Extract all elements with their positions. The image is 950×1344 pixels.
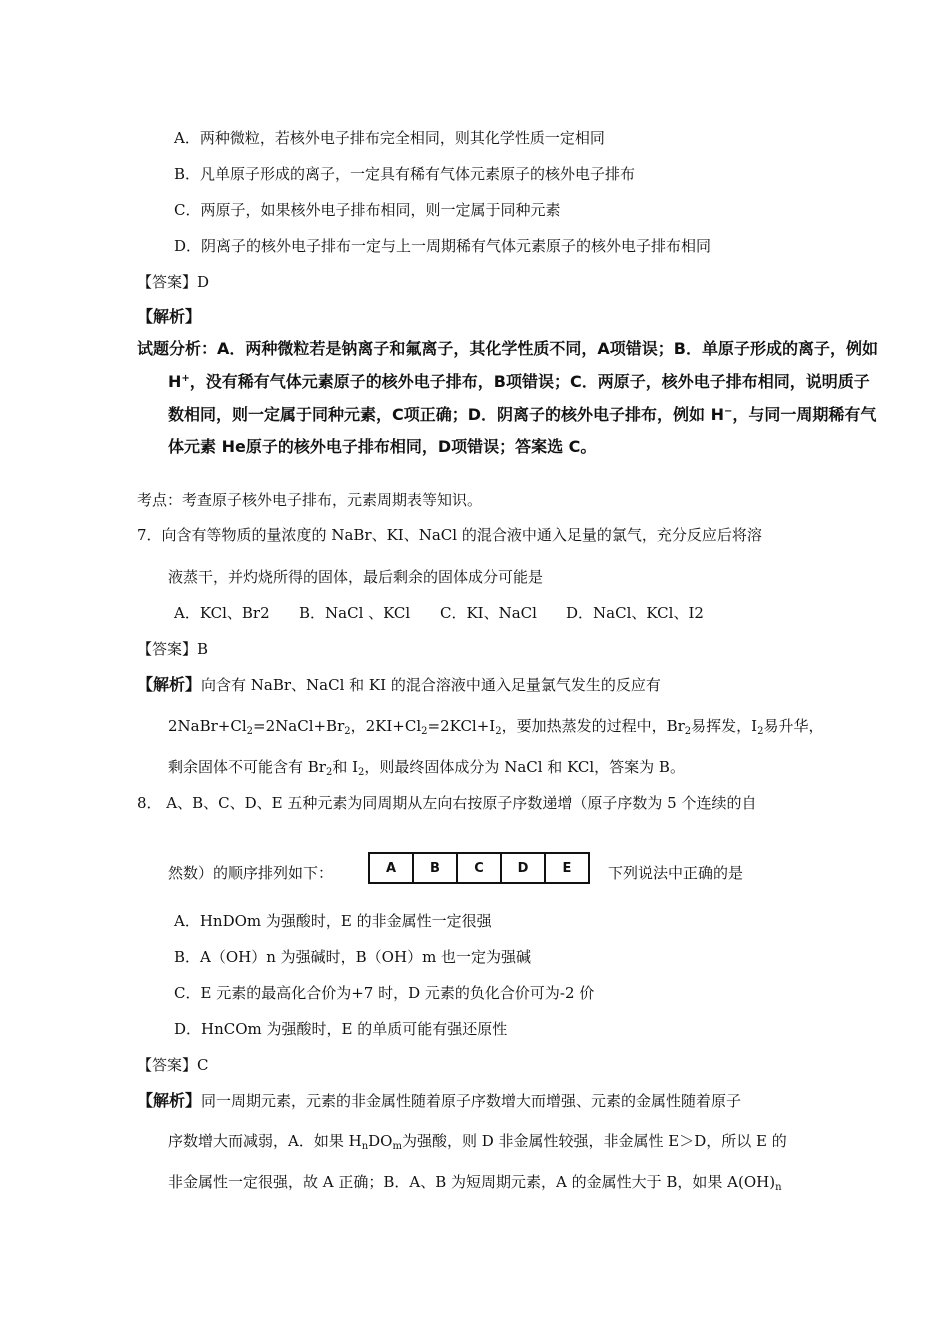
- q7-stem-line-1: 7．向含有等物质的量浓度的 NaBr、KI、NaCl 的混合液中通入足量的氯气，充分反应后将溶: [137, 526, 762, 544]
- q7-equation-line: $2NaBr+Cl_2=2NaCl+Br_2$，$2KI+Cl_2=2KCl+I_2$，要加热蒸发的过程中，$Br_2$易挥发，$I_2$易升华，: [168, 717, 824, 737]
- q8-answer: 【答案】C: [137, 1056, 209, 1074]
- q6-analysis-line-3: 数相同，则一定属于同种元素，C项正确；D．阴离子的核外电子排布，例如 H−，与同一周期稀有气: [168, 405, 877, 424]
- h-plus: H+: [168, 372, 190, 391]
- q6-analysis-line-4: 体元素 He原子的核外电子排布相同，D项错误；答案选 C。: [168, 437, 597, 456]
- q7-analysis-conclusion: 剩余固体不可能含有 $Br_2$和 $I_2$，则最终固体成分为 NaCl 和 KCl，答案为 B。: [168, 758, 685, 778]
- q8-analysis-line-1: 【解析】同一周期元素，元素的非金属性随着原子序数增大而增强、元素的金属性随着原子: [137, 1091, 742, 1110]
- q8-analysis-line-3: 非金属性一定很强，故 A 正确；B．A、B 为短周期元素，A 的金属性大于 B，如果 $A(OH)_n$: [168, 1173, 782, 1193]
- element-order-boxes: [368, 852, 590, 884]
- q6-answer: 【答案】D: [137, 273, 210, 291]
- h-minus: H−: [710, 405, 733, 424]
- q7-analysis-line-1: 【解析】向含有 NaBr、NaCl 和 KI 的混合溶液中通入足量氯气发生的反应有: [137, 675, 661, 694]
- q6-option-a: A．两种微粒，若核外电子排布完全相同，则其化学性质一定相同: [174, 129, 605, 147]
- element-box-d: D: [502, 854, 546, 882]
- q6-kaodian: 考点：考查原子核外电子排布，元素周期表等知识。: [137, 491, 483, 509]
- element-box-c: C: [458, 854, 502, 882]
- q7-analysis-label: 【解析】: [137, 675, 202, 694]
- element-box-a: A: [370, 854, 414, 882]
- q8-stem-line-1: 8． A、B、C、D、E 五种元素为同周期从左向右按原子序数递增（原子序数为 5 个连续的自: [137, 794, 757, 812]
- q6-option-c: C．两原子，如果核外电子排布相同，则一定属于同种元素: [174, 201, 561, 219]
- q7-option-d: D．NaCl、KCl、I2: [566, 604, 704, 622]
- q7-option-b: B．NaCl 、KCl: [299, 604, 411, 622]
- q6-analysis-line-1: 试题分析：A．两种微粒若是钠离子和氟离子，其化学性质不同，A项错误；B．单原子形成的离子，例如: [137, 339, 878, 358]
- q8-stem-line-2b: 下列说法中正确的是: [608, 864, 744, 882]
- q6-option-d: D．阴离子的核外电子排布一定与上一周期稀有气体元素原子的核外电子排布相同: [174, 237, 712, 255]
- q8-option-d: D．HnCOm 为强酸时，E 的单质可能有强还原性: [174, 1020, 508, 1038]
- element-box-e: E: [562, 860, 572, 876]
- q8-analysis-line-2: 序数增大而减弱，A．如果 $H_nDO_m$为强酸，则 D 非金属性较强，非金属性 E＞D，所以 E 的: [168, 1132, 787, 1152]
- q8-option-c: C．E 元素的最高化合价为+7 时，D 元素的负化合价可为-2 价: [174, 984, 595, 1002]
- q7-option-c: C．KI、NaCl: [440, 604, 537, 622]
- element-box-b: B: [414, 854, 458, 882]
- q8-option-a: A．HnDOm 为强酸时，E 的非金属性一定很强: [174, 912, 492, 930]
- q7-answer: 【答案】B: [137, 640, 209, 658]
- q7-stem-line-2: 液蒸干，并灼烧所得的固体，最后剩余的固体成分可能是: [168, 568, 544, 586]
- q8-stem-line-2a: 然数）的顺序排列如下：: [168, 864, 334, 882]
- q8-analysis-label: 【解析】: [137, 1091, 202, 1110]
- q6-option-b: B．凡单原子形成的离子，一定具有稀有气体元素原子的核外电子排布: [174, 165, 636, 183]
- q8-option-b: B．A（OH）n 为强碱时，B（OH）m 也一定为强碱: [174, 948, 532, 966]
- q6-analysis-line-2: H+，没有稀有气体元素原子的核外电子排布，B项错误；C．两原子，核外电子排布相同，说明质子: [168, 372, 870, 391]
- q7-option-a: A．KCl、Br2: [174, 604, 270, 622]
- q6-analysis-label: 【解析】: [137, 307, 202, 326]
